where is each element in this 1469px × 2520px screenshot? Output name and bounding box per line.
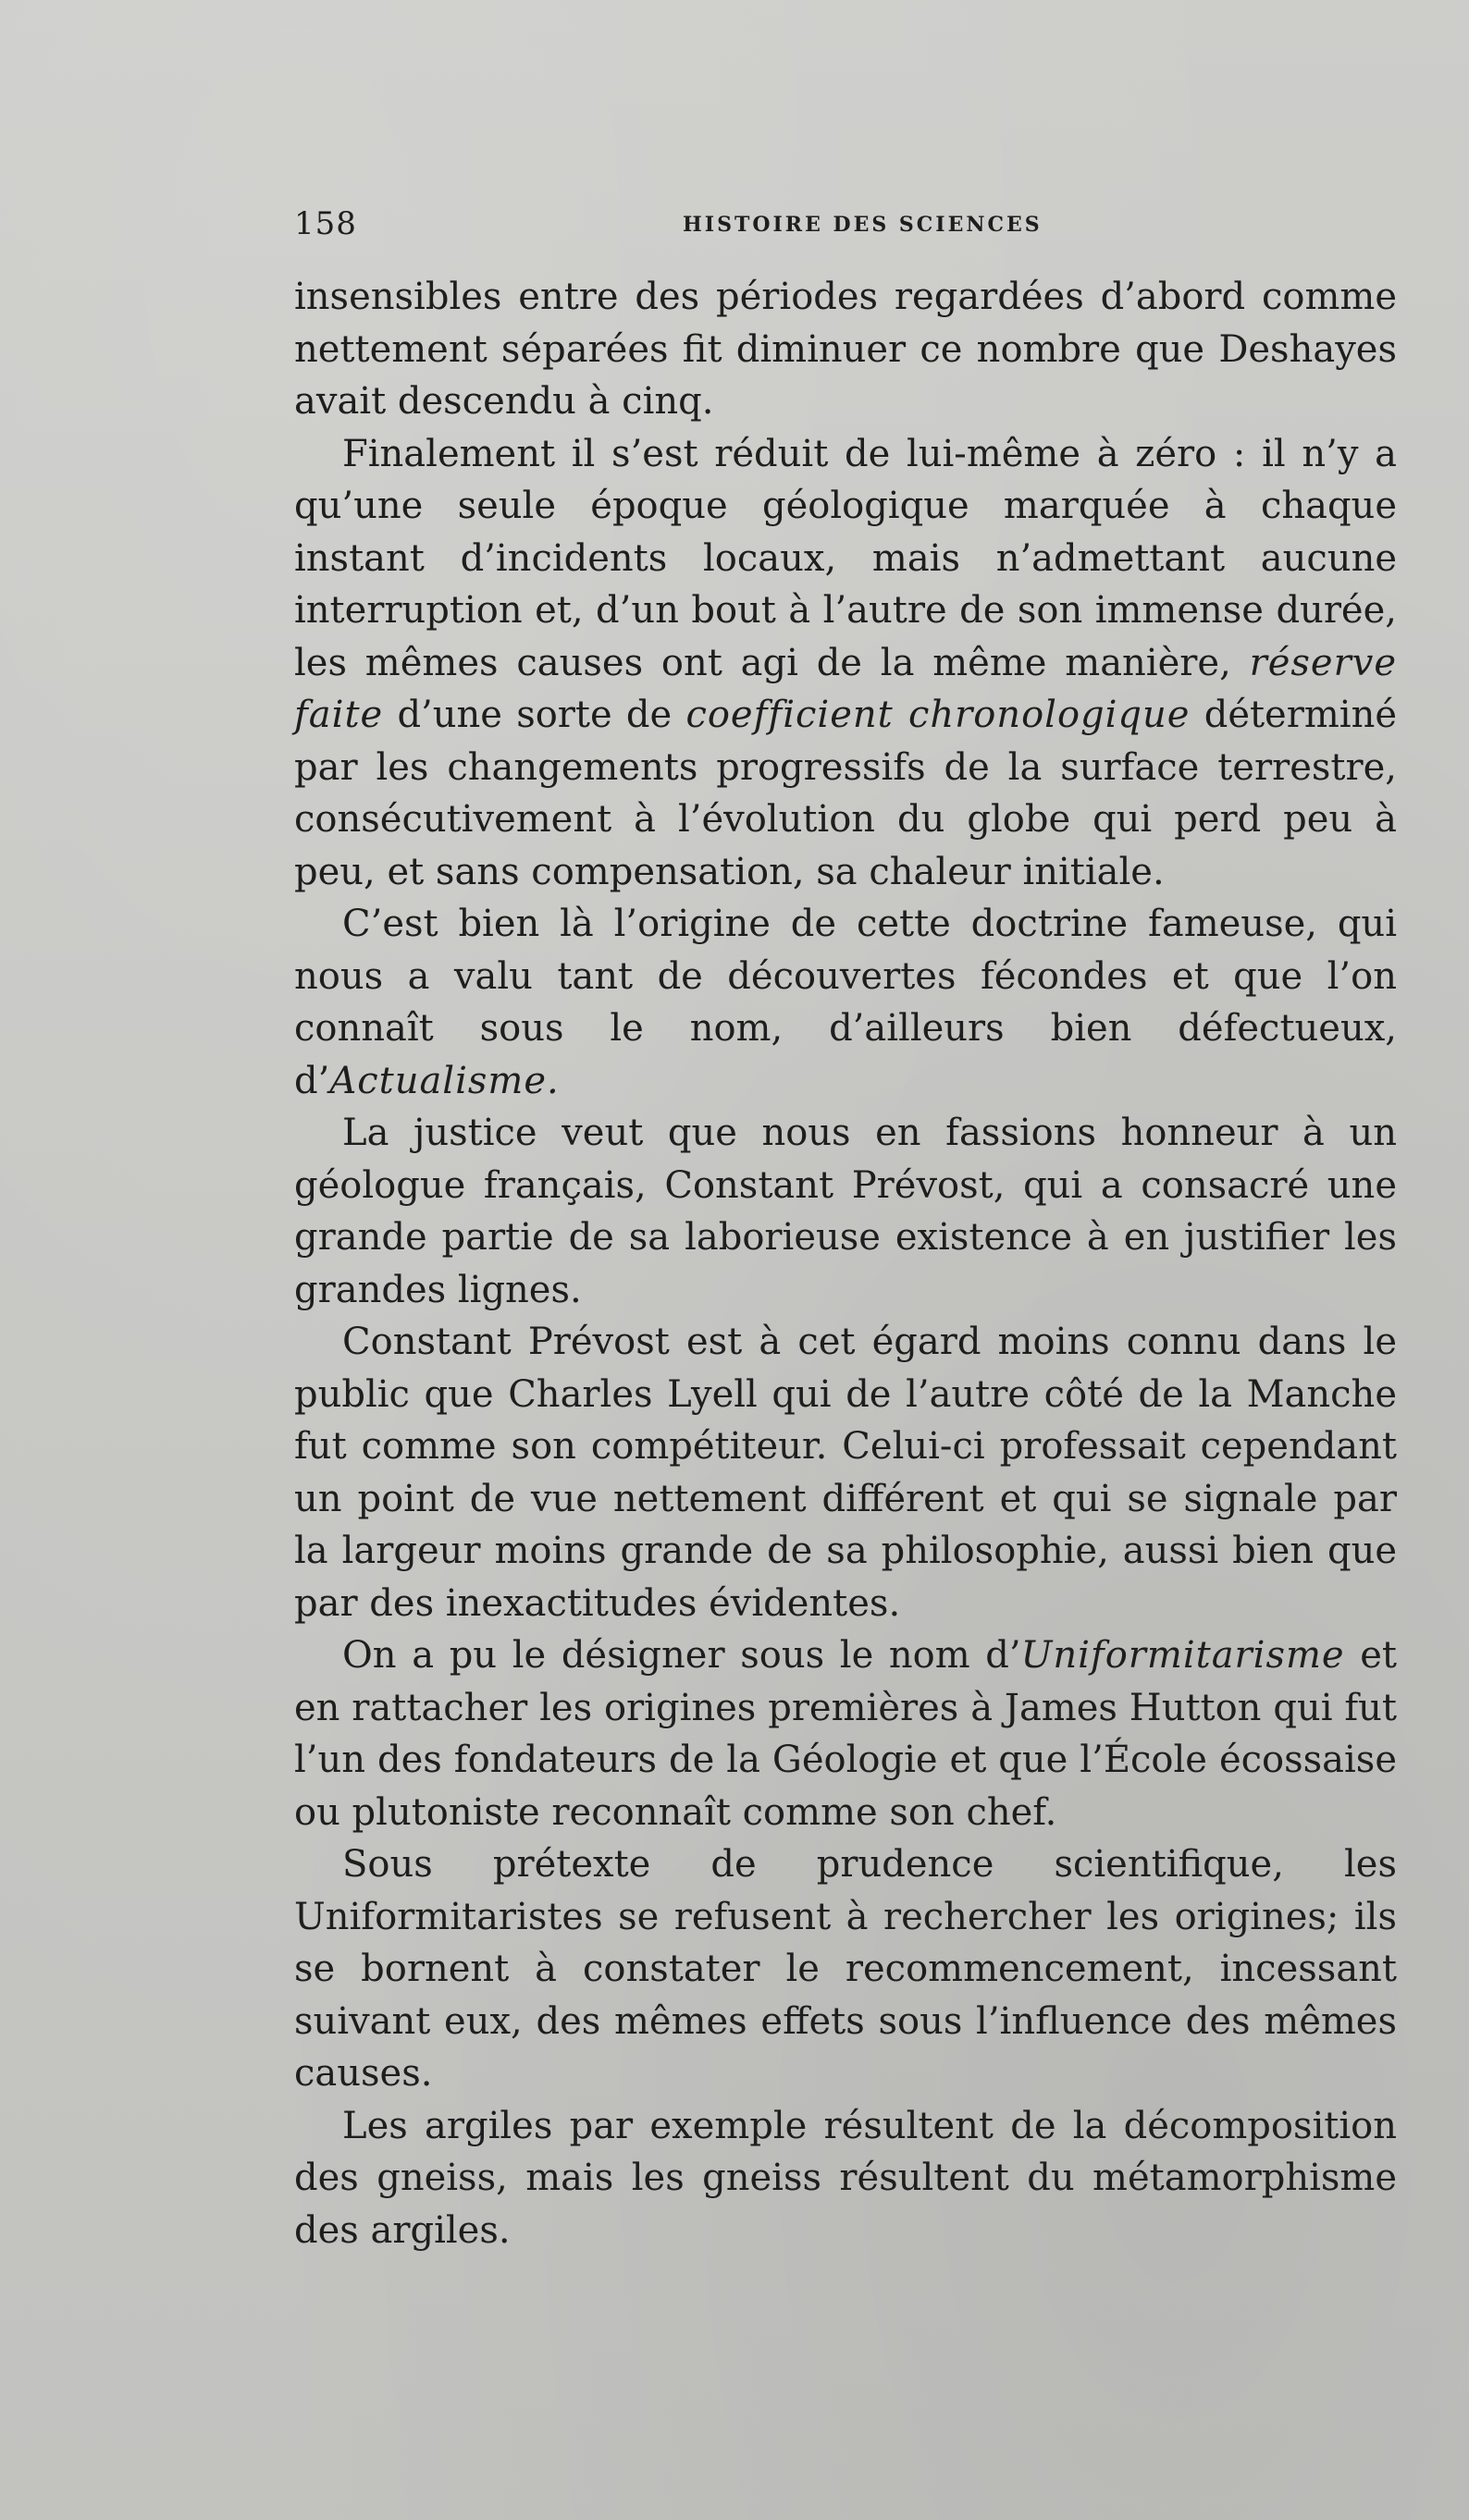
running-head [294, 205, 1409, 252]
text-segment: C’est bien là l’origine de cette doctrine fameuse, qui nous a valu tant de découvertes fécondes et que l’on connaît sous le nom, d’ailleurs bien défectueux, d’ [294, 903, 1397, 1102]
paragraph [294, 428, 1397, 899]
text-segment: déterminé par les changements progressifs de la surface terrestre, consécutivement à l’évolution du globe qui perd peu à peu, et sans compensation, sa chaleur initiale. [294, 694, 1398, 893]
paragraph [294, 1629, 1397, 1838]
text-segment: On a pu le désigner sous le nom d’ [342, 1634, 1021, 1677]
italic-term: Uniformitarisme [1020, 1634, 1345, 1677]
italic-term: Actualisme. [329, 1059, 560, 1102]
paragraph [294, 271, 1397, 428]
paragraph [294, 898, 1397, 1107]
italic-term: coefficient chronologique [685, 694, 1191, 736]
text-segment: Constant Prévost est à cet égard moins connu dans le public que Charles Lyell qui de l’autre côté de la Manche fut comme son compétiteur. Celui-ci professait cependant un point de vue nettement différent et qui se signale par la largeur moins grande de sa philosophie, aussi bien que par des inexactitudes évidentes. [294, 1321, 1397, 1625]
body-text [294, 271, 1397, 2256]
text-segment: d’une sorte de [383, 694, 686, 736]
text-segment: et en rattacher les origines premières à James Hutton qui fut l’un des fondateurs de la Géologie et que l’École écossaise ou plutoniste reconnaît comme son chef. [294, 1634, 1398, 1834]
text-segment: La justice veut que nous en fassions honneur à un géologue français, Constant Prévost, qui a consacré une grande partie de sa laborieuse existence à en justifier les grandes lignes. [294, 1112, 1397, 1311]
italic-term: réserve faite [294, 641, 1397, 736]
paragraph [294, 1107, 1397, 1316]
paragraph [294, 1838, 1397, 2100]
running-title: HISTOIRE DES SCIENCES [683, 213, 1043, 237]
paragraph [294, 2100, 1397, 2257]
text-segment: Les argiles par exemple résultent de la décomposition des gneiss, mais les gneiss résultent du métamorphisme des argiles. [294, 2104, 1397, 2252]
text-segment: Sous prétexte de prudence scientifique, les Uniformitaristes se refusent à rechercher les origines; ils se bornent à constater le recommencement, incessant suivant eux, des mêmes effets sous l’influence des mêmes causes. [294, 1843, 1397, 2095]
page-number: 158 [294, 205, 357, 242]
paragraph [294, 1316, 1397, 1629]
text-segment: insensibles entre des périodes regardées d’abord comme nettement séparées fit diminuer ce nombre que Deshayes avait descendu à cinq. [294, 276, 1397, 423]
text-segment: Finalement il s’est réduit de lui-même à zéro : il n’y a qu’une seule époque géologique marquée à chaque instant d’incidents locaux, mais n’admettant aucune interruption et, d’un bout à l’autre de son immense durée, les mêmes causes ont agi de la même manière, [294, 432, 1397, 684]
